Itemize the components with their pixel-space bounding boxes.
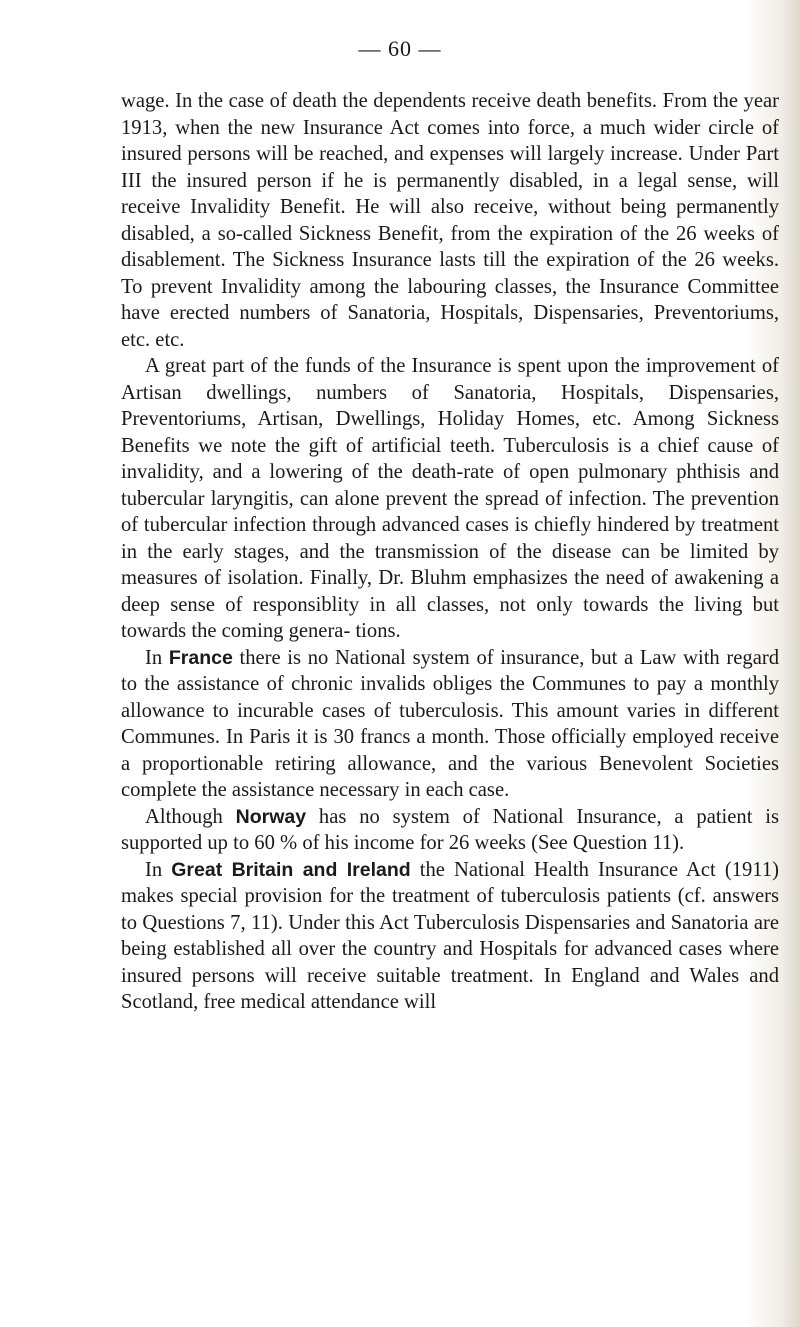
paragraph-norway-body: has no system of National Insurance, a patient is supported up to 60 % of his income for 26 weeks (See Question 11).	[121, 805, 779, 854]
page-edge-shadow	[782, 0, 800, 1327]
paragraph-great-britain-lead: In	[145, 858, 172, 881]
body-text	[121, 88, 779, 1016]
page-number: — 60 —	[358, 36, 442, 61]
country-great-britain-ireland: Great Britain and Ireland	[171, 858, 411, 881]
paragraph-wage-death-benefits: wage. In the case of death the dependents receive death benefits. From the year 1913, when the new Insurance Act comes into force, a much wider circle of insured persons will be reached, and expenses will largely increase. Under Part III the insured person if he is permanently disabled, in a legal sense, will receive Invalidity Benefit. He will also receive, without being permanently disabled, a so-called Sickness Benefit, from the expiration of the 26 weeks of disablement. The Sickness Insurance lasts till the expiration of the 26 weeks. To prevent Invalidity among the labouring classes, the Insurance Committee have erected numbers of Sanatoria, Hospitals, Dispensaries, Preventoriums, etc. etc.	[121, 90, 779, 351]
paragraph-great-britain	[121, 857, 779, 1016]
paragraph-great-britain-body: the National Health Insurance Act (1911) makes special provision for the treatment of tuberculosis patients (cf. answers to Questions 7, 11). Under this Act Tuberculosis Dispensaries and Sanatoria are being established all over the country and Hospitals for advanced cases where insured persons will receive suitable treatment. In England and Wales and Scotland, free medical attendance will	[121, 858, 779, 1013]
country-norway: Norway	[235, 805, 307, 828]
paragraph-france	[121, 645, 779, 804]
paragraph-france-body: there is no National system of insurance, but a Law with regard to the assistance of chronic invalids obliges the Communes to pay a monthly allowance to incurable cases of tuberculosis. This amount varies in different Communes. In Paris it is 30 francs a month. Those officially employed receive a proportionable retiring allowance, and the various Benevolent Societies complete the assistance necessary in each case.	[121, 646, 779, 801]
paragraph-france-lead: In	[145, 646, 169, 669]
paragraph-norway-lead: Although	[145, 805, 236, 828]
country-france: France	[168, 646, 233, 669]
paragraph-insurance-funds: A great part of the funds of the Insurance is spent upon the improvement of Artisan dwellings, numbers of Sanatoria, Hospitals, Dispensaries, Preventoriums, Artisan, Dwellings, Holiday Homes, etc. Among Sickness Benefits we note the gift of artificial teeth. Tuberculosis is a chief cause of invalidity, and a lowering of the death-rate of open pulmonary phthisis and tubercular laryngitis, can alone prevent the spread of infection. The prevention of tubercular infection through advanced cases is chiefly hindered by treatment in the early stages, and the transmission of the disease can be limited by measures of isolation. Finally, Dr. Bluhm emphasizes the need of awakening a deep sense of responsiblity in all classes, not only towards the living but towards the coming genera- tions.	[121, 355, 779, 642]
paragraph-norway	[121, 804, 779, 857]
